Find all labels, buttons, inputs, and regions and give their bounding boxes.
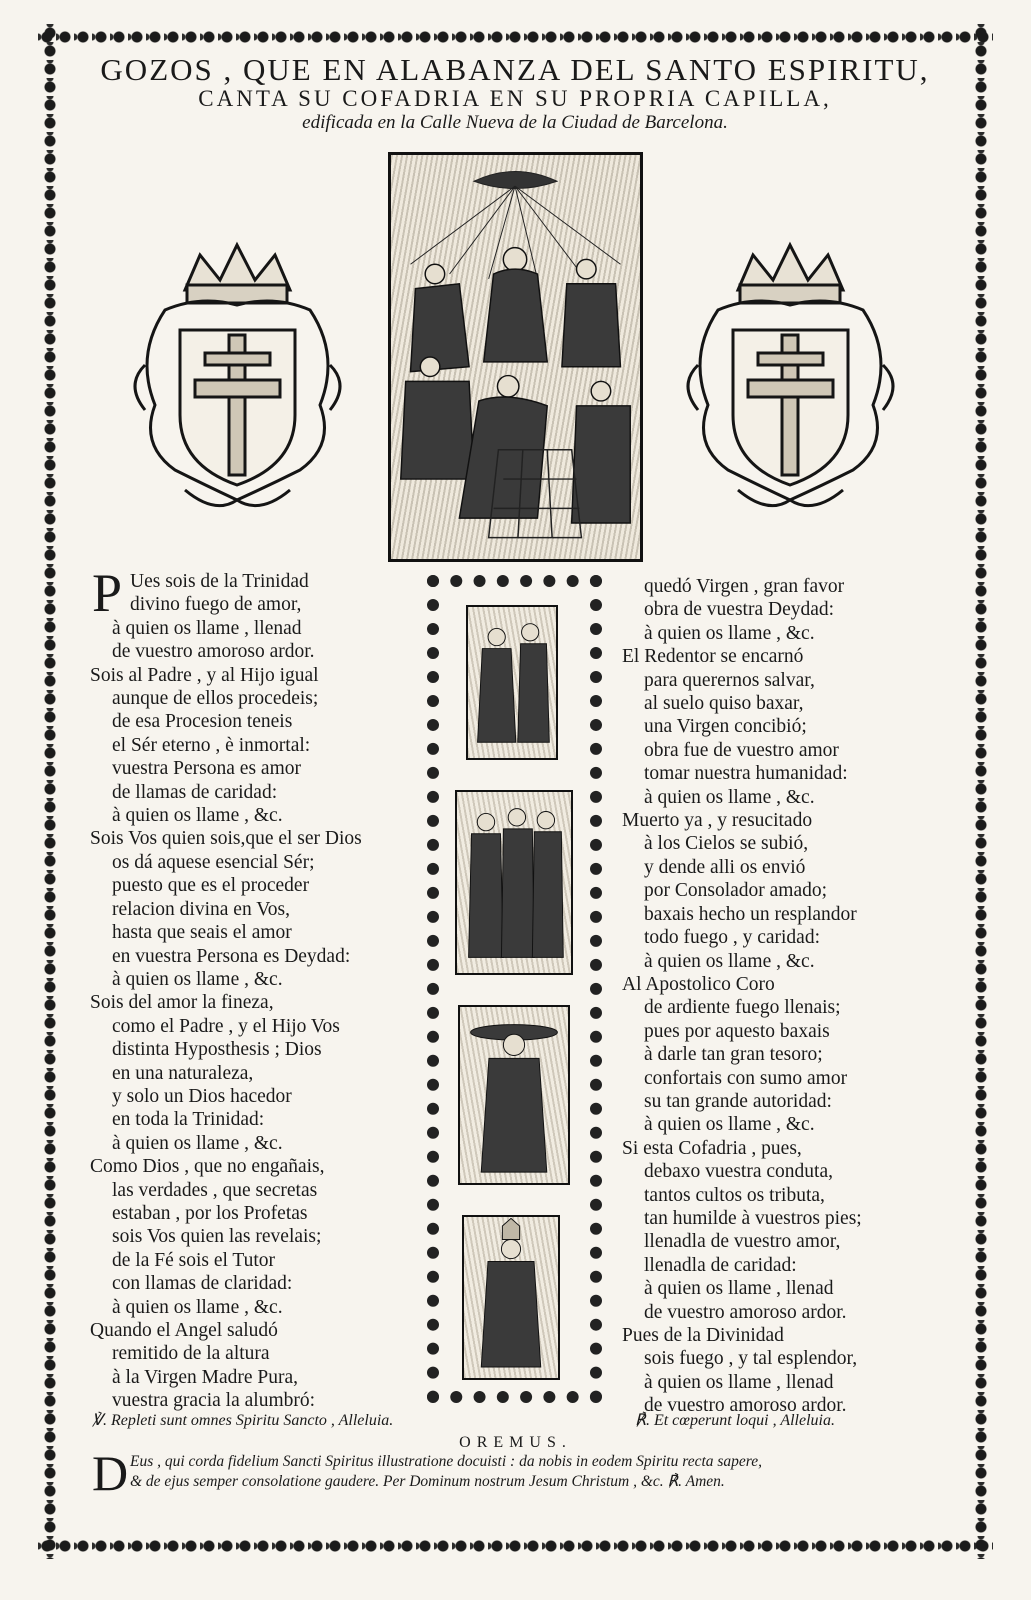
verse-left-line: con llamas de claridad: bbox=[112, 1273, 293, 1295]
verse-left-line: como el Padre , y el Hijo Vos bbox=[112, 1015, 340, 1037]
verse-right-line: de vuestro amoroso ardor. bbox=[644, 1301, 847, 1323]
verse-left-line: aunque de ellos procedeis; bbox=[112, 688, 319, 710]
verse-left-line: os dá aquese esencial Sér; bbox=[112, 851, 315, 873]
verse-right-line: El Redentor se encarnó bbox=[622, 646, 804, 668]
verse-left-line: Sois del amor la fineza, bbox=[90, 992, 274, 1014]
prayer-line-1: Eus , qui corda fidelium Sancti Spiritus illustratione docuisti : da nobis in eodem Spiritu recta sapere, bbox=[130, 1453, 763, 1470]
prayer-line-2: & de ejus semper consolatione gaudere. Per Dominum nostrum Jesum Christum , &c. ℟. Amen. bbox=[130, 1473, 725, 1490]
verse-left-line: hasta que seais el amor bbox=[112, 922, 292, 944]
verse-left-line: à quien os llame , &c. bbox=[112, 805, 283, 827]
verse-left-line: relacion divina en Vos, bbox=[112, 898, 290, 920]
verse-left-line: remitido de la altura bbox=[112, 1343, 270, 1365]
verse-left-line: puesto que es el proceder bbox=[112, 875, 310, 897]
verse-right-line: debaxo vuestra conduta, bbox=[644, 1161, 833, 1183]
border-right bbox=[969, 24, 993, 1559]
verse-left-line: en una naturaleza, bbox=[112, 1062, 254, 1084]
verse-left-line: de la Fé sois el Tutor bbox=[112, 1249, 276, 1271]
title-line-2: CANTA SU COFADRIA EN SU PROPRIA CAPILLA, bbox=[198, 86, 832, 111]
verse-dropcap: P bbox=[92, 563, 123, 623]
verse-column-right bbox=[622, 575, 932, 1418]
verse-right-line: todo fuego , y caridad: bbox=[644, 927, 820, 949]
verse-right-line: tan humilde à vuestros pies; bbox=[644, 1207, 862, 1229]
verse-left-line: à la Virgen Madre Pura, bbox=[112, 1366, 299, 1388]
verse-right-line: obra fue de vuestro amor bbox=[644, 739, 839, 761]
verse-right-line: à quien os llame , &c. bbox=[644, 1114, 815, 1136]
verse-left-line: à quien os llame , &c. bbox=[112, 1296, 283, 1318]
verse-right-line: baxais hecho un resplandor bbox=[644, 903, 857, 925]
verse-left-line: à quien os llame , llenad bbox=[112, 617, 302, 639]
saints-panel-4-icon bbox=[462, 1215, 560, 1380]
verse-right-line: à quien os llame , &c. bbox=[644, 622, 815, 644]
verse-right-line: para querernos salvar, bbox=[644, 669, 815, 691]
verse-right-line: Si esta Cofadria , pues, bbox=[622, 1137, 802, 1159]
verse-left-line: Quando el Angel saludó bbox=[90, 1320, 278, 1341]
verse-left-line: de esa Procesion teneis bbox=[112, 711, 293, 733]
border-left bbox=[38, 24, 62, 1559]
border-top bbox=[38, 24, 993, 50]
title-line-3: edificada en la Calle Nueva de la Ciudad de Barcelona. bbox=[302, 112, 728, 133]
verse-right-line: quedó Virgen , gran favor bbox=[644, 576, 845, 597]
verse-right-line: à quien os llame , llenad bbox=[644, 1371, 834, 1393]
verse-left-line: Sois Vos quien sois,que el ser Dios bbox=[90, 828, 362, 850]
verse-left-line: el Sér eterno , è inmortal: bbox=[112, 734, 311, 756]
verse-right-line: tantos cultos os tributa, bbox=[644, 1184, 825, 1206]
verse-right-line: tomar nuestra humanidad: bbox=[644, 763, 848, 785]
verse-right-line: pues por aquesto baxais bbox=[644, 1020, 830, 1042]
verse-left-line: sois Vos quien las revelais; bbox=[112, 1226, 322, 1248]
verse-left-line: en vuestra Persona es Deydad: bbox=[112, 945, 351, 967]
saints-panel-3-icon bbox=[458, 1005, 570, 1185]
prayer-text bbox=[130, 1452, 960, 1492]
verse-left-line: Sois al Padre , y al Hijo igual bbox=[90, 664, 319, 686]
verse-right-line: Pues de la Divinidad bbox=[622, 1325, 784, 1346]
verse-right-line: Muerto ya , y resucitado bbox=[622, 810, 813, 832]
title-line-1: GOZOS , QUE EN ALABANZA DEL SANTO ESPIRITU, bbox=[100, 52, 930, 87]
verse-right-line: à quien os llame , llenad bbox=[644, 1278, 834, 1300]
border-bottom bbox=[38, 1533, 993, 1559]
oremus-heading: OREMUS. bbox=[459, 1434, 572, 1451]
verse-left-line: estaban , por los Profetas bbox=[112, 1202, 308, 1224]
versicle-right: ℟. Et cœperunt loqui , Alleluia. bbox=[635, 1412, 835, 1429]
verse-left-line: divino fuego de amor, bbox=[130, 594, 302, 616]
verse-left-line: Como Dios , que no engañais, bbox=[90, 1156, 325, 1178]
verse-left-line: distinta Hyposthesis ; Dios bbox=[112, 1039, 322, 1061]
verse-right-line: su tan grande autoridad: bbox=[644, 1090, 832, 1112]
saints-panel-1-icon bbox=[466, 605, 558, 760]
verse-right-line: por Consolador amado; bbox=[644, 880, 828, 902]
verse-right-line: à quien os llame , &c. bbox=[644, 950, 815, 972]
verse-left-line: en toda la Trinidad: bbox=[112, 1109, 265, 1131]
verse-right-line: confortais con sumo amor bbox=[644, 1067, 848, 1089]
verse-right-line: una Virgen concibió; bbox=[644, 716, 807, 738]
verse-right-line: Al Apostolico Coro bbox=[622, 973, 775, 995]
verse-left-line: de vuestro amoroso ardor. bbox=[112, 641, 315, 663]
verse-right-line: à los Cielos se subió, bbox=[644, 833, 809, 855]
verse-left-line: vuestra gracia la alumbró: bbox=[112, 1390, 316, 1412]
verse-left-line: y solo un Dios hacedor bbox=[112, 1085, 292, 1107]
verse-right-line: à quien os llame , &c. bbox=[644, 786, 815, 808]
verse-left-line: à quien os llame , &c. bbox=[112, 968, 283, 990]
verse-right-line: llenadla de vuestro amor, bbox=[644, 1231, 841, 1253]
coat-of-arms-right-icon bbox=[678, 235, 903, 525]
verse-right-line: llenadla de caridad: bbox=[644, 1254, 797, 1276]
versicle-left: ℣. Repleti sunt omnes Spiritu Sancto , Alleluia. bbox=[92, 1412, 394, 1429]
verse-right-line: al suelo quiso baxar, bbox=[644, 693, 804, 715]
verse-left-line: vuestra Persona es amor bbox=[112, 758, 301, 780]
verse-left-line: de llamas de caridad: bbox=[112, 781, 278, 803]
verse-left-line: à quien os llame , &c. bbox=[112, 1132, 283, 1154]
verse-left-line: las verdades , que secretas bbox=[112, 1179, 318, 1201]
verse-right-line: obra de vuestra Deydad: bbox=[644, 599, 835, 621]
coat-of-arms-left-icon bbox=[125, 235, 350, 525]
verse-right-line: sois fuego , y tal esplendor, bbox=[644, 1348, 858, 1370]
verse-right-line: y dende alli os envió bbox=[644, 856, 806, 878]
prayer-dropcap: D bbox=[92, 1445, 129, 1501]
verse-left-line: Ues sois de la Trinidad bbox=[130, 571, 309, 592]
verse-column-left bbox=[90, 570, 420, 1413]
saints-panel-2-icon bbox=[455, 790, 573, 975]
verse-right-line: à darle tan gran tesoro; bbox=[644, 1044, 823, 1066]
pentecost-woodcut-icon bbox=[388, 152, 643, 562]
verse-right-line: de ardiente fuego llenais; bbox=[644, 997, 841, 1019]
verse-right-line: de vuestro amoroso ardor. bbox=[644, 1395, 847, 1417]
